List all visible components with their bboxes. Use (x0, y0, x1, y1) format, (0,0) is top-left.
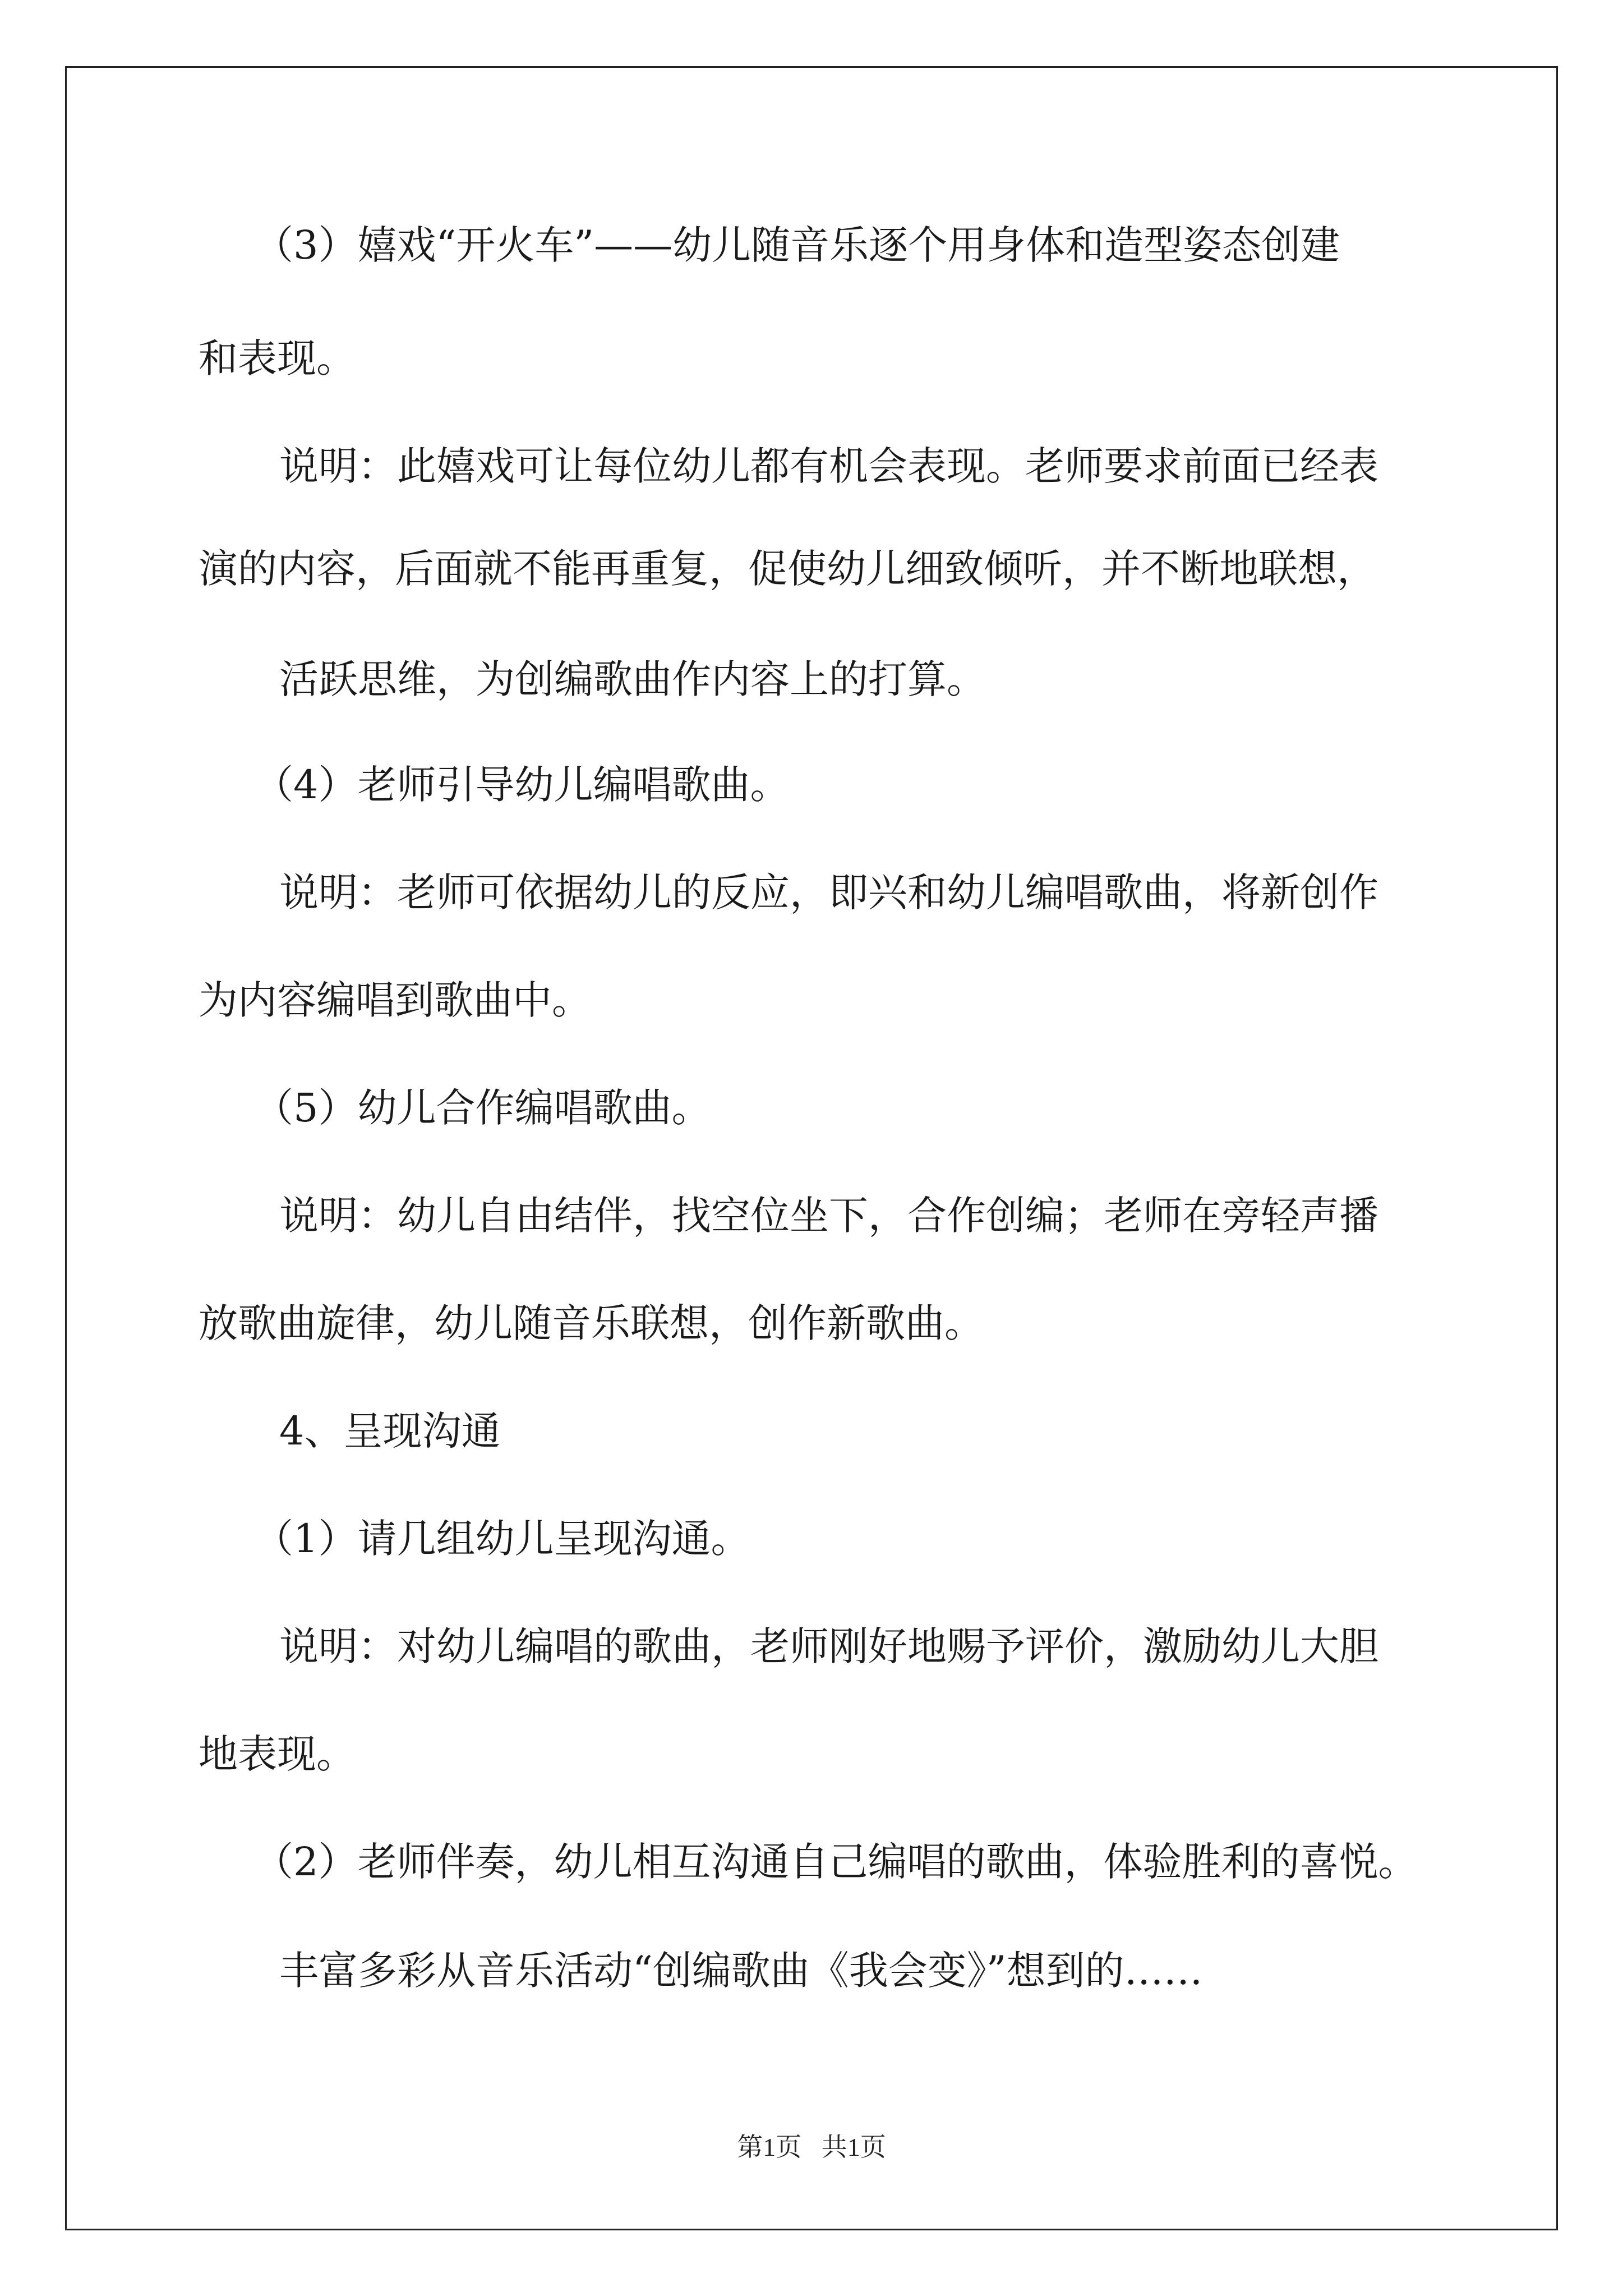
text-line: 地表现。 (199, 1731, 356, 1777)
page-total: 共1页 (821, 2133, 886, 2161)
text-line: 说明：幼儿自由结伴，找空位坐下，合作创编；老师在旁轻声播 (279, 1193, 1378, 1239)
text-line: （4）老师引导幼儿编唱歌曲。 (254, 762, 790, 808)
text-line: 4、呈现沟通 (279, 1408, 501, 1454)
text-line: （1）请几组幼儿呈现沟通。 (254, 1516, 750, 1562)
text-line: 活跃思维，为创编歌曲作内容上的打算。 (279, 656, 986, 702)
page-number: 第1页 (737, 2133, 802, 2161)
text-line: （5）幼儿合作编唱歌曲。 (254, 1085, 711, 1131)
text-line: 丰富多彩从音乐活动“创编歌曲《我会变》”想到的…… (279, 1948, 1203, 1994)
text-line: 为内容编唱到歌曲中。 (199, 977, 591, 1023)
text-line: （2）老师伴奏，幼儿相互沟通自己编唱的歌曲，体验胜利的喜悦。 (254, 1839, 1418, 1885)
text-line: 说明：对幼儿编唱的歌曲，老师刚好地赐予评价，激励幼儿大胆 (279, 1623, 1378, 1669)
text-line: （3）嬉戏“开火车”——幼儿随音乐逐个用身体和造型姿态创建 (254, 222, 1340, 268)
text-line: 演的内容，后面就不能再重复，促使幼儿细致倾听，并不断地联想， (199, 546, 1376, 592)
text-line: 和表现。 (199, 335, 356, 381)
text-line: 说明：此嬉戏可让每位幼儿都有机会表现。老师要求前面已经表 (279, 443, 1378, 489)
page-border (65, 66, 1558, 2230)
text-line: 放歌曲旋律，幼儿随音乐联想，创作新歌曲。 (199, 1300, 984, 1346)
text-line: 说明：老师可依据幼儿的反应，即兴和幼儿编唱歌曲，将新创作 (279, 869, 1378, 915)
page-footer (0, 2131, 1623, 2164)
